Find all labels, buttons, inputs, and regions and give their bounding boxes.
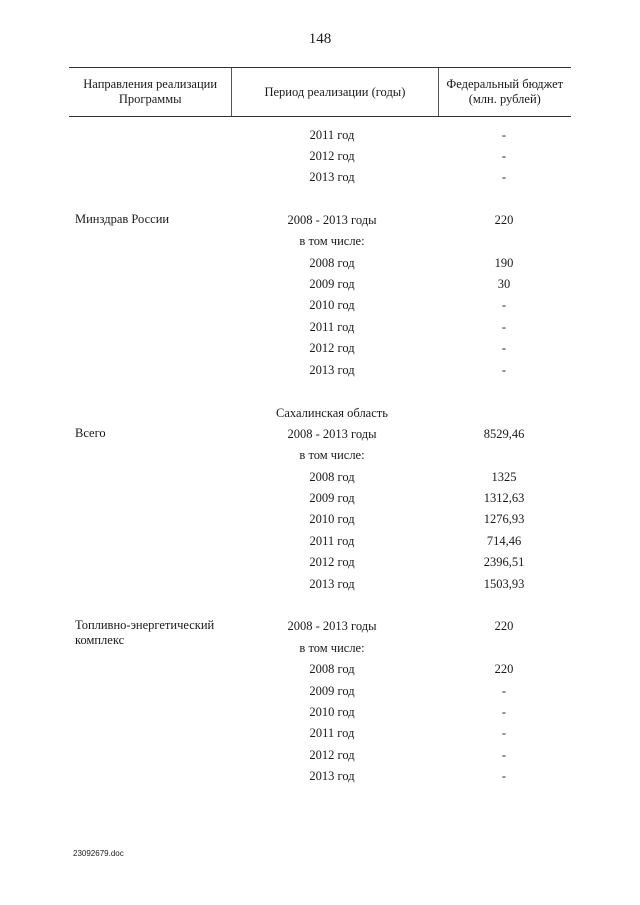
row-period: 2013 год <box>309 769 355 783</box>
row-period: 2013 год <box>309 170 355 184</box>
table-row <box>0 617 640 647</box>
table-row <box>0 703 640 721</box>
row-value: - <box>501 128 507 142</box>
table-row <box>0 275 640 293</box>
row-period: 2011 год <box>309 726 355 740</box>
row-period: в том числе: <box>299 641 365 655</box>
row-period: 2008 год <box>309 470 355 484</box>
row-value: 1312,63 <box>483 491 525 505</box>
table-row <box>0 361 640 379</box>
row-value: - <box>501 684 507 698</box>
row-value: - <box>501 341 507 355</box>
table-row <box>0 724 640 742</box>
row-value: - <box>501 769 507 783</box>
row-period: 2010 год <box>309 512 355 526</box>
row-value: 220 <box>494 619 514 633</box>
row-name: Минздрав России <box>75 212 170 226</box>
table-row <box>0 532 640 550</box>
row-value: - <box>501 705 507 719</box>
row-value: - <box>501 170 507 184</box>
row-period: 2012 год <box>309 555 355 569</box>
row-period: 2012 год <box>309 748 355 762</box>
section-title: Сахалинская область <box>276 406 388 420</box>
table-row <box>0 296 640 314</box>
row-period: 2010 год <box>309 705 355 719</box>
row-value: 1325 <box>491 470 517 484</box>
row-value: 1503,93 <box>483 577 525 591</box>
table-row <box>0 126 640 144</box>
row-value: - <box>501 726 507 740</box>
table-row <box>0 232 640 250</box>
row-name: Топливно-энергетический комплекс <box>75 618 215 647</box>
table-row <box>0 682 640 700</box>
table-row <box>0 468 640 486</box>
table-row <box>0 639 640 657</box>
row-period: 2012 год <box>309 149 355 163</box>
row-value: 2396,51 <box>483 555 525 569</box>
row-value: 30 <box>497 277 511 291</box>
row-period: 2013 год <box>309 363 355 377</box>
document-filename: 23092679.doc <box>73 849 124 858</box>
row-period: 2010 год <box>309 298 355 312</box>
row-value: 1276,93 <box>483 512 525 526</box>
header-directions: Направления реализации Программы <box>69 68 232 116</box>
table-row <box>0 211 640 229</box>
table-row <box>0 254 640 272</box>
table-row <box>0 575 640 593</box>
row-value: - <box>501 149 507 163</box>
row-period: в том числе: <box>299 448 365 462</box>
table-row <box>0 767 640 785</box>
table-row <box>0 318 640 336</box>
table-row <box>0 446 640 464</box>
row-name: Всего <box>75 426 106 440</box>
row-value: 220 <box>494 662 514 676</box>
row-value: 714,46 <box>486 534 522 548</box>
row-period: 2011 год <box>309 128 355 142</box>
row-value: 190 <box>494 256 514 270</box>
row-period: 2012 год <box>309 341 355 355</box>
row-period: 2008 год <box>309 662 355 676</box>
header-federal-budget: Федеральный бюджет (млн. рублей) <box>446 77 564 106</box>
row-value: 220 <box>494 213 514 227</box>
row-period: 2009 год <box>309 277 355 291</box>
row-value: - <box>501 298 507 312</box>
table-header <box>69 67 571 117</box>
table-row <box>0 510 640 528</box>
row-value: - <box>501 748 507 762</box>
table-row <box>0 339 640 357</box>
table-row <box>0 660 640 678</box>
row-period: 2009 год <box>309 684 355 698</box>
row-value: - <box>501 320 507 334</box>
table-row <box>0 147 640 165</box>
row-period: 2009 год <box>309 491 355 505</box>
row-value: - <box>501 363 507 377</box>
row-period: в том числе: <box>299 234 365 248</box>
table-row <box>0 553 640 571</box>
table-row <box>0 489 640 507</box>
row-period: 2008 - 2013 годы <box>287 619 377 633</box>
table-row <box>0 746 640 764</box>
table-row <box>0 425 640 443</box>
row-period: 2008 - 2013 годы <box>287 213 377 227</box>
row-period: 2011 год <box>309 534 355 548</box>
header-period: Период реализации (годы) <box>232 68 438 116</box>
row-period: 2011 год <box>309 320 355 334</box>
table-row <box>0 168 640 186</box>
row-period: 2008 год <box>309 256 355 270</box>
row-period: 2013 год <box>309 577 355 591</box>
page-number: 148 <box>308 31 332 47</box>
row-period: 2008 - 2013 годы <box>287 427 377 441</box>
row-value: 8529,46 <box>483 427 525 441</box>
